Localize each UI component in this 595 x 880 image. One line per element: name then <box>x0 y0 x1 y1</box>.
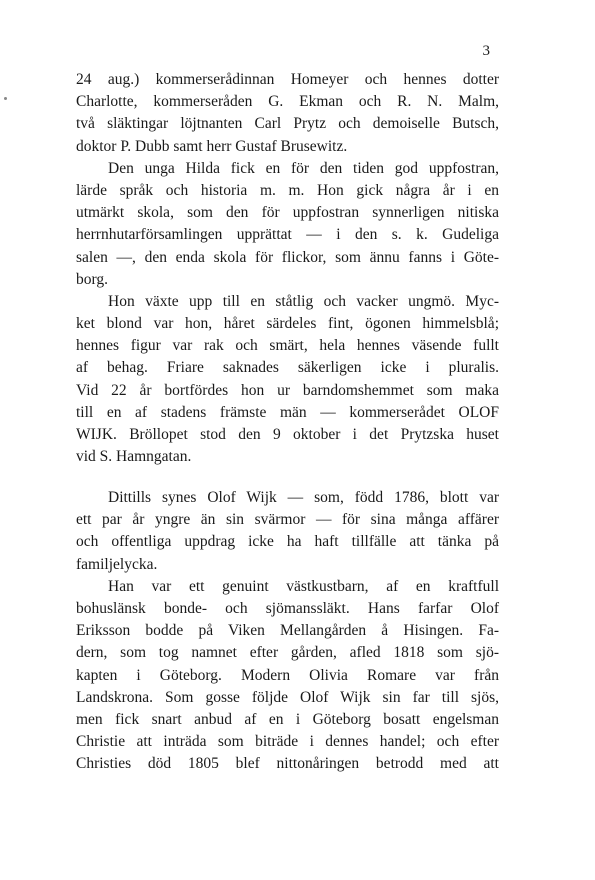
text-line: familjelycka. <box>76 555 158 573</box>
text-line: Dittills synes Olof Wijk — som, född 1786, blott var <box>108 489 499 506</box>
text-line: men fick snart anbud af en i Göteborg bosatt engelsman <box>76 710 499 728</box>
text-line: dern, som tog namnet efter gården, afled 1818 som sjö- <box>76 644 499 662</box>
text-line: salen —, den enda skola för flickor, som ännu fanns i Göte- <box>76 248 499 266</box>
text-line: och offentliga uppdrag icke ha haft tillfälle att tänka på <box>76 533 499 551</box>
text-line: doktor P. Dubb samt herr Gustaf Brusewitz. <box>76 137 348 155</box>
text-line: vid S. Hamngatan. <box>76 448 192 466</box>
text-block-2 <box>76 487 499 775</box>
text-line: WIJK. Bröllopet stod den 9 oktober i det Prytzska huset <box>76 426 499 443</box>
page-number: 3 <box>482 43 490 59</box>
text-line: herrnhutarförsamlingen upprättat — i den s. k. Gudeliga <box>76 226 499 244</box>
text-line: två släktingar löjtnanten Carl Prytz och demoiselle Butsch, <box>76 115 499 133</box>
text-line: Landskrona. Som gosse följde Olof Wijk sin far till sjös, <box>76 688 499 706</box>
text-line: borg. <box>76 270 109 288</box>
text-line: bohuslänsk bonde- och sjömanssläkt. Hans farfar Olof <box>76 599 499 617</box>
text-line: 24 aug.) kommerserådinnan Homeyer och hennes dotter <box>76 71 499 88</box>
text-line: hennes figur var rak och smärt, hela hennes väsende fullt <box>76 337 499 355</box>
text-line: af behag. Friare saknades säkerligen icke i pluralis. <box>76 359 499 377</box>
text-line: Vid 22 år bortfördes hon ur barndomshemmet som maka <box>76 381 499 399</box>
text-line: Hon växte upp till en ståtlig och vacker ungmö. Myc- <box>108 292 499 310</box>
scan-speck <box>4 97 7 100</box>
text-line: Christie att inträda som biträde i dennes handel; och efter <box>76 733 499 751</box>
text-block-1 <box>76 69 499 468</box>
text-line: ett par år yngre än sin svärmor — för sina många affärer <box>76 511 499 529</box>
text-line: Charlotte, kommerseråden G. Ekman och R. N. Malm, <box>76 93 499 111</box>
text-line: Den unga Hilda fick en för den tiden god uppfostran, <box>108 159 499 177</box>
text-line: lärde språk och historia m. m. Hon gick några år i en <box>76 181 499 199</box>
text-line: kapten i Göteborg. Modern Olivia Romare var från <box>76 666 499 684</box>
text-line: till en af stadens främste män — kommerserådet OLOF <box>76 403 499 421</box>
text-line: ket blond var hon, håret särdeles fint, ögonen himmelsblå; <box>76 315 499 333</box>
text-line: Han var ett genuint västkustbarn, af en kraftfull <box>108 577 499 595</box>
text-line: utmärkt skola, som den för uppfostran synnerligen nitiska <box>76 204 499 222</box>
text-line: Eriksson bodde på Viken Mellangården å Hisingen. Fa- <box>76 622 499 640</box>
text-line: Christies död 1805 blef nittonåringen betrodd med att <box>76 755 499 773</box>
